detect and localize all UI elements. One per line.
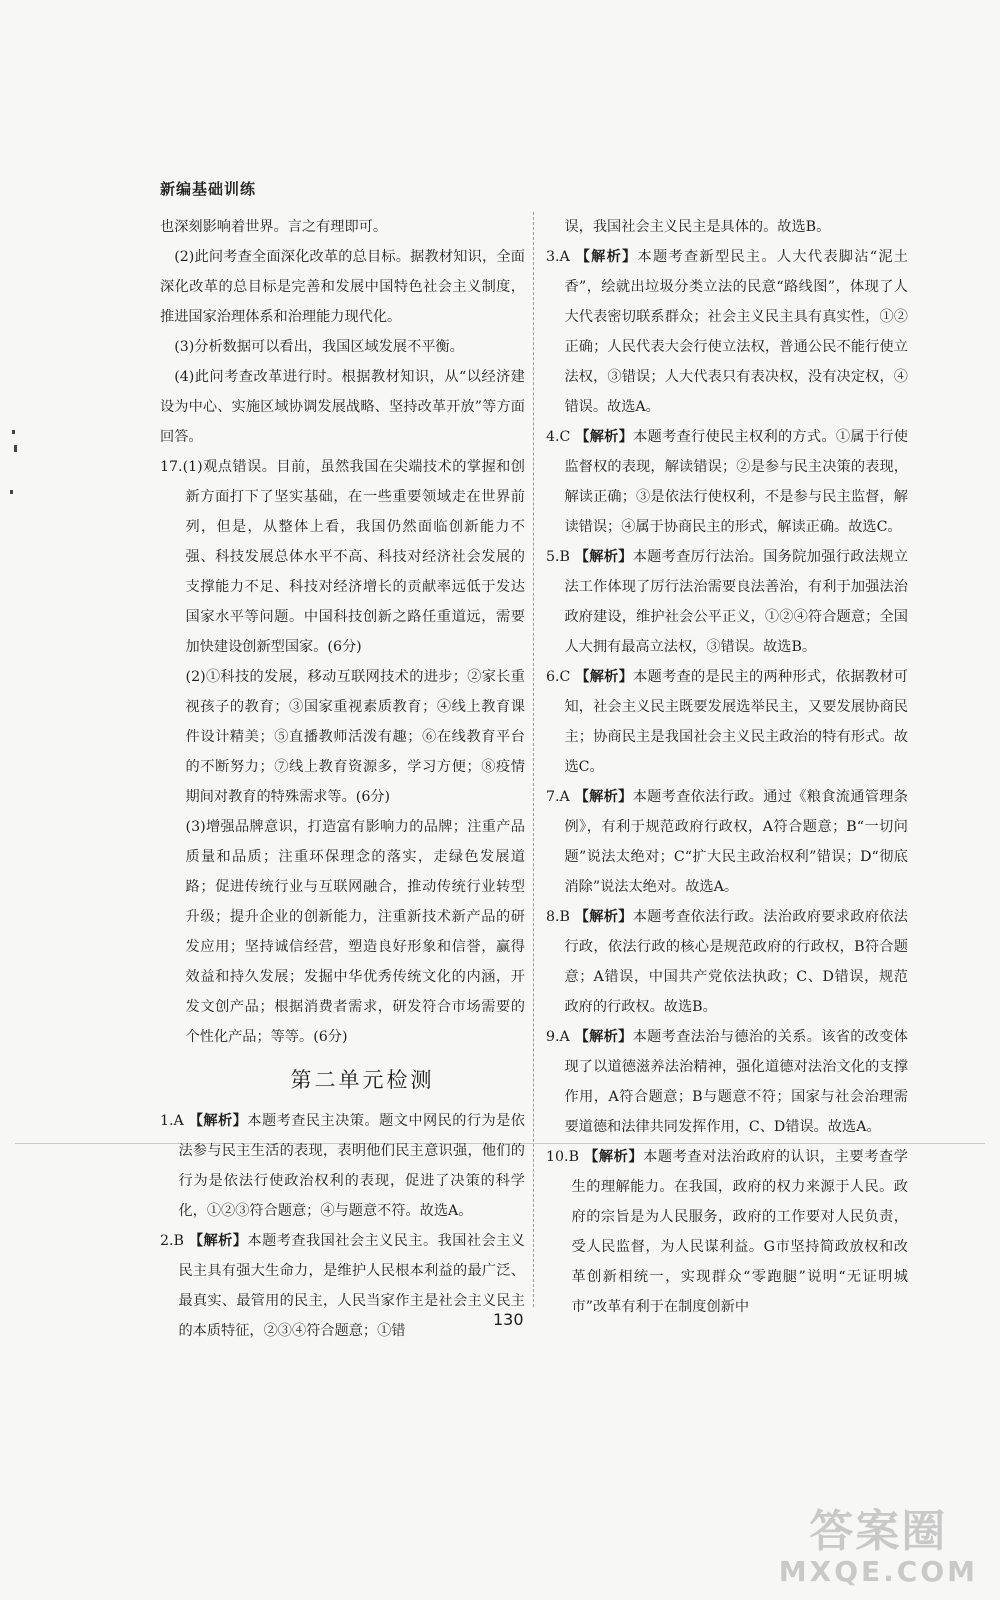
watermark-logo-text: 答案圈	[809, 1506, 948, 1557]
answer-paragraph: 误，我国社会主义民主是具体的。故选B。	[564, 219, 831, 235]
answer-text: 本题考查依法行政。通过《粮食流通管理条例》，有利于规范政府行政权，A符合题意；B“一切问题”说法太绝对；C“扩大民主政治权利”错误；D“彻底消除”说法太绝对。故选A。	[564, 789, 908, 895]
analysis-tag: 【解析】	[584, 1149, 644, 1165]
book-header: 新编基础训练	[160, 180, 257, 198]
answer-item	[546, 1142, 908, 1322]
answer-item	[546, 902, 908, 1022]
scan-mark	[10, 490, 13, 494]
page-number: 130	[493, 1310, 524, 1329]
answer-item	[546, 242, 908, 422]
answer-item	[546, 422, 908, 542]
analysis-tag: 【解析】	[574, 549, 633, 565]
answer-paragraph: (2)①科技的发展，移动互联网技术的进步；②家长重视孩子的教育；③国家重视素质教育；④线上教育课件设计精美；⑤直播教师活泼有趣；⑥在线教育平台的不断努力；⑦线上教育资源多，学习方便；⑧疫情期间对教育的特殊需求等。(6分)	[185, 669, 525, 805]
answer-item	[546, 542, 908, 662]
answer-item	[546, 782, 908, 902]
answer-text: 本题考查法治与德治的关系。该省的改变体现了以道德滋养法治精神，强化道德对法治文化的支撑作用，A符合题意；B与题意不符；国家与社会治理需要道德和法律共同发挥作用，C、D错误。故选A。	[564, 1029, 908, 1135]
analysis-tag: 【解析】	[575, 669, 634, 685]
answer-number: 6.C	[546, 669, 571, 685]
answer-number: 8.B	[546, 909, 570, 925]
answer-item	[160, 1226, 525, 1346]
answer-item	[546, 1022, 908, 1142]
answer-text: 本题考查民主决策。题文中网民的行为是依法参与民主生活的表现，表明他们民主意识强，他们的行为是依法行使政治权利的表现，促进了决策的科学化，①②③符合题意；④与题意不符。故选A。	[178, 1113, 525, 1219]
analysis-tag: 【解析】	[575, 249, 638, 265]
answer-item	[546, 662, 908, 782]
analysis-tag: 【解析】	[188, 1233, 248, 1249]
answer-paragraph: 也深刻影响着世界。言之有理即可。	[160, 219, 388, 235]
section-title: 第二单元检测	[290, 1068, 435, 1092]
answer-number: 1.A	[160, 1113, 184, 1129]
answer-text: 本题考查依法行政。法治政府要求政府依法行政，依法行政的核心是规范政府的行政权，B符合题意；A错误，中国共产党依法执政；C、D错误，规范政府的行政权。故选B。	[564, 909, 908, 1015]
answer-text: 本题考查新型民主。人大代表脚沾“泥土香”，绘就出垃圾分类立法的民意“路线图”，体现了人大代表密切联系群众；社会主义民主具有真实性，①②正确；人民代表大会行使立法权，普通公民不能行使立法权，③错误；人大代表只有表决权，没有决定权，④错误。故选A。	[564, 249, 908, 415]
right-column	[546, 212, 908, 1322]
answer-text: 本题考查厉行法治。国务院加强行政法规立法工作体现了厉行法治需要良法善治，有利于加强法治政府建设，维护社会公平正义，①②④符合题意；全国人大拥有最高立法权，③错误。故选B。	[564, 549, 908, 655]
analysis-tag: 【解析】	[575, 429, 634, 445]
answer-number: 9.A	[546, 1029, 570, 1045]
answer-item	[160, 1106, 525, 1226]
site-watermark	[779, 1508, 978, 1588]
answer-number: 10.B	[546, 1149, 579, 1165]
answer-paragraph: (3)分析数据可以看出，我国区域发展不平衡。	[174, 339, 464, 355]
answer-number: 2.B	[160, 1233, 184, 1249]
answer-paragraph: (2)此问考查全面深化改革的总目标。据教材知识，全面深化改革的总目标是完善和发展中国特色社会主义制度，推进国家治理体系和治理能力现代化。	[160, 249, 525, 325]
answer-number: 4.C	[546, 429, 571, 445]
answer-text: 本题考查的是民主的两种形式，依据教材可知，社会主义民主既要发展选举民主，又要发展协商民主；协商民主是我国社会主义民主政治的特有形式。故选C。	[564, 669, 908, 775]
answer-paragraph: (4)此问考查改革进行时。根据教材知识，从“以经济建设为中心、实施区域协调发展战略、坚持改革开放”等方面回答。	[160, 369, 525, 445]
left-column	[160, 212, 525, 1346]
answer-number: 5.B	[546, 549, 570, 565]
scan-mark	[14, 445, 17, 452]
watermark-url: MXQE.COM	[778, 1555, 978, 1588]
answer-number: 7.A	[546, 789, 570, 805]
answer-number: 3.A	[546, 249, 570, 265]
answer-text: 本题考查我国社会主义民主。我国社会主义民主具有强大生命力，是维护人民根本利益的最广泛、最真实、最管用的民主，人民当家作主是社会主义民主的本质特征，②③④符合题意；①错	[178, 1233, 525, 1339]
answer-text: 本题考查对法治政府的认识，主要考查学生的理解能力。在我国，政府的权力来源于人民。政府的宗旨是为人民服务，政府的工作要对人民负责，受人民监督，为人民谋利益。G市坚持简政放权和改革创新相统一，实现群众“零跑腿”说明“无证明城市”改革有利于在制度创新中	[571, 1149, 908, 1315]
analysis-tag: 【解析】	[188, 1113, 248, 1129]
scan-mark	[12, 430, 15, 434]
answer-text: 本题考查行使民主权利的方式。①属于行使监督权的表现，解读错误；②是参与民主决策的表现，解读正确；③是依法行使权利，不是参与民主监督，解读错误；④属于协商民主的形式，解读正确。故选C。	[564, 429, 908, 535]
answer-paragraph: (3)增强品牌意识，打造富有影响力的品牌；注重产品质量和品质；注重环保理念的落实，走绿色发展道路；促进传统行业与互联网融合，推动传统行业转型升级；提升企业的创新能力，注重新技术新产品的研发应用；坚持诚信经营，塑造良好形象和信誉，赢得效益和持久发展；发掘中华优秀传统文化的内涵，开发文创产品；根据消费者需求，研发符合市场需要的个性化产品；等等。(6分)	[185, 819, 525, 1045]
analysis-tag: 【解析】	[574, 1029, 633, 1045]
analysis-tag: 【解析】	[574, 909, 633, 925]
analysis-tag: 【解析】	[574, 789, 633, 805]
answer-paragraph: 17.(1)观点错误。目前，虽然我国在尖端技术的掌握和创新方面打下了坚实基础，在一些重要领域走在世界前列，但是，从整体上看，我国仍然面临创新能力不强、科技发展总体水平不高、科技对经济社会发展的支撑能力不足、科技对经济增长的贡献率远低于发达国家水平等问题。中国科技创新之路任重道远，需要加快建设创新型国家。(6分)	[160, 459, 525, 655]
